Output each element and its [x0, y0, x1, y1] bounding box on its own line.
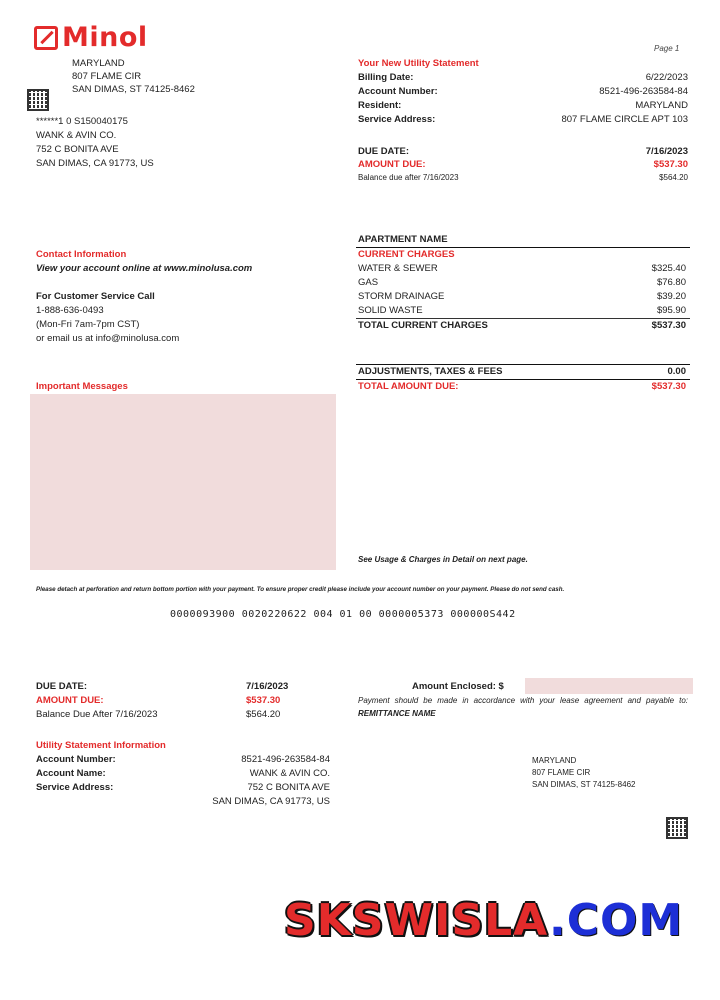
charge-name: GAS	[358, 277, 379, 288]
billing-date-value: 6/22/2023	[645, 72, 688, 83]
info-service-address-line-1: 752 C BONITA AVE	[247, 782, 330, 793]
sender-line-2: 807 FLAME CIR	[72, 71, 142, 82]
recipient-street: 752 C BONITA AVE	[36, 144, 119, 155]
qr-code-icon	[27, 89, 49, 111]
info-service-address-label: Service Address:	[36, 782, 114, 793]
total-current-row	[356, 319, 690, 333]
charge-row	[356, 276, 690, 290]
service-address-row	[358, 113, 688, 127]
charges-table	[356, 233, 690, 333]
stub-balance-after-row	[36, 708, 306, 722]
stub-due-date-label: DUE DATE:	[36, 681, 88, 692]
info-account-number-value: 8521-496-263584-84	[241, 754, 330, 765]
stub-balance-after-value: $564.20	[246, 709, 281, 720]
charge-amount: $76.80	[656, 277, 686, 288]
resident-value: MARYLAND	[635, 100, 688, 111]
customer-service-heading: For Customer Service Call	[36, 291, 155, 302]
remit-line-1: MARYLAND	[532, 756, 577, 765]
resident-label: Resident:	[358, 100, 402, 111]
stub-due-date-value: 7/16/2023	[246, 681, 289, 692]
info-account-number-label: Account Number:	[36, 754, 116, 765]
total-due-row	[356, 380, 690, 394]
customer-service-phone: 1-888-636-0493	[36, 305, 104, 316]
payment-note: Payment should be made in accordance with your lease agreement and payable to:	[358, 696, 688, 705]
info-service-address-row	[36, 781, 330, 795]
resident-row	[358, 99, 688, 113]
info-account-name-label: Account Name:	[36, 768, 106, 779]
sender-line-1: MARYLAND	[72, 58, 125, 69]
contact-online: View your account online at www.minolusa.com	[36, 263, 253, 274]
recipient-city: SAN DIMAS, CA 91773, US	[36, 158, 154, 169]
charge-row	[356, 290, 690, 304]
info-account-number-row	[36, 753, 330, 767]
utility-info-heading: Utility Statement Information	[36, 740, 166, 751]
amount-enclosed-field[interactable]	[525, 678, 693, 694]
page-number: Page 1	[654, 44, 680, 53]
info-account-name-value: WANK & AVIN CO.	[249, 768, 330, 779]
balance-after-row	[358, 171, 688, 184]
total-current-value: $537.30	[651, 320, 686, 331]
stub-due-summary	[36, 680, 306, 722]
remit-line-3: SAN DIMAS, ST 74125-8462	[532, 780, 636, 789]
balance-after-label: Balance due after 7/16/2023	[358, 173, 459, 182]
due-summary	[358, 145, 688, 184]
remittance-name: REMITTANCE NAME	[358, 709, 436, 718]
qr-code-icon	[666, 817, 688, 839]
balance-after-value: $564.20	[659, 173, 688, 182]
customer-service-hours: (Mon-Fri 7am-7pm CST)	[36, 319, 140, 330]
info-account-name-row	[36, 767, 330, 781]
due-date-value: 7/16/2023	[645, 146, 688, 157]
stub-due-date-row	[36, 680, 306, 694]
adjustments-label: ADJUSTMENTS, TAXES & FEES	[358, 366, 503, 377]
total-due-value: $537.30	[651, 381, 686, 392]
important-messages-box	[30, 394, 336, 570]
account-number-value: 8521-496-263584-84	[599, 86, 688, 97]
statement-title: Your New Utility Statement	[358, 58, 479, 69]
recipient-code: ******1 0 S150040175	[36, 116, 128, 127]
contact-heading: Contact Information	[36, 249, 127, 260]
charge-row	[356, 262, 690, 276]
charge-name: STORM DRAINAGE	[358, 291, 445, 302]
charge-amount: $325.40	[651, 263, 686, 274]
perforation-note: Please detach at perforation and return bottom portion with your payment. To ensure proper credit please include your account number on your payment. Please do not send cash.	[36, 586, 565, 593]
payment-instructions	[358, 694, 688, 720]
charge-row	[356, 304, 690, 318]
sender-line-3: SAN DIMAS, ST 74125-8462	[72, 84, 195, 95]
customer-service-email: or email us at info@minolusa.com	[36, 333, 180, 344]
amount-due-label: AMOUNT DUE:	[358, 159, 426, 170]
service-address-label: Service Address:	[358, 114, 436, 125]
apartment-name: APARTMENT NAME	[358, 234, 448, 245]
amount-due-row	[358, 158, 688, 171]
statement-summary	[358, 57, 688, 127]
due-date-label: DUE DATE:	[358, 146, 410, 157]
recipient-name: WANK & AVIN CO.	[36, 130, 117, 141]
watermark	[284, 895, 683, 946]
stub-amount-due-row	[36, 694, 306, 708]
stub-balance-after-label: Balance Due After 7/16/2023	[36, 709, 158, 720]
watermark-part-1: SKSWISLA	[284, 895, 549, 946]
important-messages-heading: Important Messages	[36, 381, 128, 392]
amount-due-value: $537.30	[653, 159, 688, 170]
total-due-label: TOTAL AMOUNT DUE:	[358, 381, 459, 392]
billing-date-row	[358, 71, 688, 85]
see-usage-note: See Usage & Charges in Detail on next page.	[358, 555, 528, 564]
info-service-address-line-2: SAN DIMAS, CA 91773, US	[212, 796, 330, 807]
current-charges-heading: CURRENT CHARGES	[358, 249, 455, 260]
charge-name: WATER & SEWER	[358, 263, 438, 274]
adjustments-table	[356, 364, 690, 394]
stub-amount-due-label: AMOUNT DUE:	[36, 695, 104, 706]
remit-address	[532, 755, 635, 791]
adjustments-row	[356, 365, 690, 379]
charge-name: SOLID WASTE	[358, 305, 423, 316]
scanline: 0000093900 0020220622 004 01 00 0000005373 000000S442	[170, 609, 516, 620]
account-number-label: Account Number:	[358, 86, 438, 97]
due-date-row	[358, 145, 688, 158]
logo-mark-icon	[34, 26, 58, 50]
total-current-label: TOTAL CURRENT CHARGES	[358, 320, 488, 331]
sender-address	[72, 57, 195, 96]
utility-statement-info	[36, 739, 330, 809]
stub-amount-due-value: $537.30	[246, 695, 281, 706]
logo-text: Minol	[62, 22, 148, 53]
account-number-row	[358, 85, 688, 99]
watermark-part-2: .COM	[548, 895, 684, 946]
remit-line-2: 807 FLAME CIR	[532, 768, 591, 777]
contact-info	[36, 248, 252, 346]
adjustments-value: 0.00	[667, 366, 686, 377]
minol-logo	[34, 24, 148, 52]
billing-date-label: Billing Date:	[358, 72, 414, 83]
amount-enclosed-label: Amount Enclosed: $	[412, 681, 504, 692]
charge-amount: $95.90	[656, 305, 686, 316]
recipient-address	[36, 115, 154, 171]
service-address-value: 807 FLAME CIRCLE APT 103	[561, 114, 688, 125]
charge-amount: $39.20	[656, 291, 686, 302]
